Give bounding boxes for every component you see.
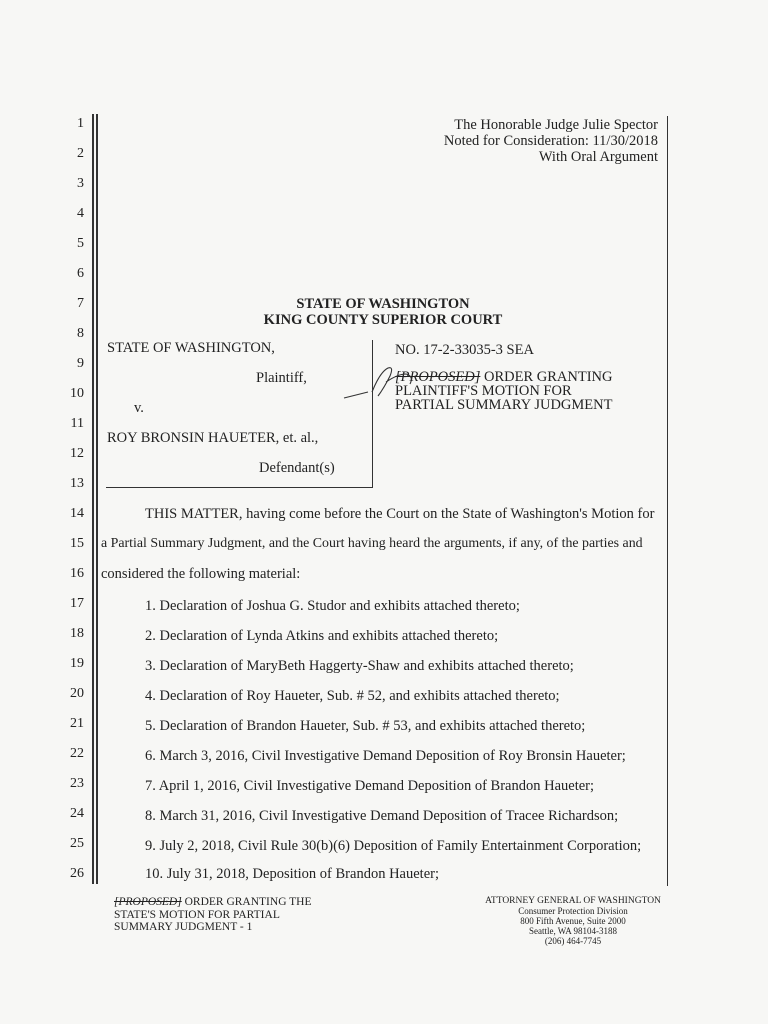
body-line-1: THIS MATTER, having come before the Court on the State of Washington's Motion for [145, 506, 655, 522]
list-item: 6. March 3, 2016, Civil Investigative Demand Deposition of Roy Bronsin Haueter; [145, 748, 626, 764]
line-number: 9 [77, 356, 84, 371]
list-item: 2. Declaration of Lynda Atkins and exhibits attached thereto; [145, 628, 499, 644]
right-margin-rule [667, 116, 668, 886]
line-number: 19 [70, 656, 84, 671]
judge-name: The Honorable Judge Julie Spector [454, 117, 658, 133]
line-number: 15 [70, 536, 84, 551]
agency-name: ATTORNEY GENERAL OF WASHINGTON [485, 896, 661, 906]
agency-address-2: Seattle, WA 98104-3188 [528, 926, 618, 936]
line-number: 26 [70, 866, 84, 881]
plaintiff-name: STATE OF WASHINGTON, [107, 340, 275, 356]
line-number: 1 [77, 116, 84, 131]
line-number: 3 [77, 176, 84, 191]
line-number: 16 [70, 566, 84, 581]
plaintiff-role: Plaintiff, [256, 370, 307, 386]
court-heading [100, 296, 666, 328]
order-title-line-1: ORDER GRANTING [480, 369, 613, 385]
court-county: KING COUNTY SUPERIOR COURT [263, 312, 503, 328]
court-state: STATE OF WASHINGTON [296, 296, 470, 312]
order-title [395, 370, 613, 412]
line-number: 18 [70, 626, 84, 641]
footer-title-line-2: STATE'S MOTION FOR PARTIAL [114, 908, 280, 921]
line-number: 7 [77, 296, 84, 311]
body-line-2: a Partial Summary Judgment, and the Court having heard the arguments, if any, of the parties and [101, 536, 643, 551]
oral-argument: With Oral Argument [538, 149, 658, 165]
line-number: 17 [70, 596, 84, 611]
order-title-line-2: PLAINTIFF'S MOTION FOR [395, 383, 572, 399]
line-number: 24 [70, 806, 84, 821]
line-number: 14 [70, 506, 84, 521]
list-item: 10. July 31, 2018, Deposition of Brandon Haueter; [145, 866, 439, 882]
line-number: 10 [70, 386, 84, 401]
left-margin-rule-inner [96, 114, 98, 884]
footer-agency [480, 896, 666, 946]
left-margin-rule-outer [92, 114, 94, 884]
footer-title-line-1: ORDER GRANTING THE [181, 896, 312, 908]
proposed-strikethrough: [PROPOSED] [395, 369, 481, 385]
line-number: 4 [77, 206, 84, 221]
defendant-name: ROY BRONSIN HAUETER, et. al., [107, 430, 319, 446]
footer-title [114, 896, 312, 934]
order-title-line-3: PARTIAL SUMMARY JUDGMENT [395, 397, 613, 413]
line-number: 12 [70, 446, 84, 461]
line-number: 21 [70, 716, 84, 731]
list-item: 3. Declaration of MaryBeth Haggerty-Shaw and exhibits attached thereto; [145, 658, 574, 674]
line-number: 13 [70, 476, 84, 491]
line-number: 6 [77, 266, 84, 281]
line-number: 8 [77, 326, 84, 341]
footer-proposed-strikethrough: [PROPOSED] [114, 896, 182, 908]
caption-bottom-rule [106, 487, 373, 488]
list-item: 1. Declaration of Joshua G. Studor and exhibits attached thereto; [145, 598, 520, 614]
line-number: 11 [70, 416, 84, 431]
agency-address-1: 800 Fifth Avenue, Suite 2000 [520, 916, 626, 926]
noted-for-consideration: Noted for Consideration: 11/30/2018 [443, 133, 658, 149]
list-item: 4. Declaration of Roy Haueter, Sub. # 52, and exhibits attached thereto; [145, 688, 560, 704]
list-item: 5. Declaration of Brandon Haueter, Sub. # 53, and exhibits attached thereto; [145, 718, 586, 734]
list-item: 8. March 31, 2016, Civil Investigative Demand Deposition of Tracee Richardson; [145, 808, 619, 824]
line-number: 5 [77, 236, 84, 251]
line-number: 23 [70, 776, 84, 791]
line-number: 2 [77, 146, 84, 161]
signature-mark-icon [340, 362, 425, 407]
footer-title-line-3: SUMMARY JUDGMENT - 1 [114, 921, 253, 933]
line-number: 25 [70, 836, 84, 851]
list-item: 7. April 1, 2016, Civil Investigative Demand Deposition of Brandon Haueter; [145, 778, 595, 794]
case-number: NO. 17-2-33035-3 SEA [395, 342, 534, 358]
line-number: 22 [70, 746, 84, 761]
versus: v. [134, 400, 144, 416]
list-item: 9. July 2, 2018, Civil Rule 30(b)(6) Deposition of Family Entertainment Corporation; [145, 838, 642, 854]
agency-division: Consumer Protection Division [518, 906, 628, 916]
line-number: 20 [70, 686, 84, 701]
judge-header [444, 117, 658, 165]
defendant-role: Defendant(s) [259, 460, 335, 476]
body-line-3: considered the following material: [101, 566, 301, 582]
agency-phone: (206) 464-7745 [544, 936, 602, 946]
